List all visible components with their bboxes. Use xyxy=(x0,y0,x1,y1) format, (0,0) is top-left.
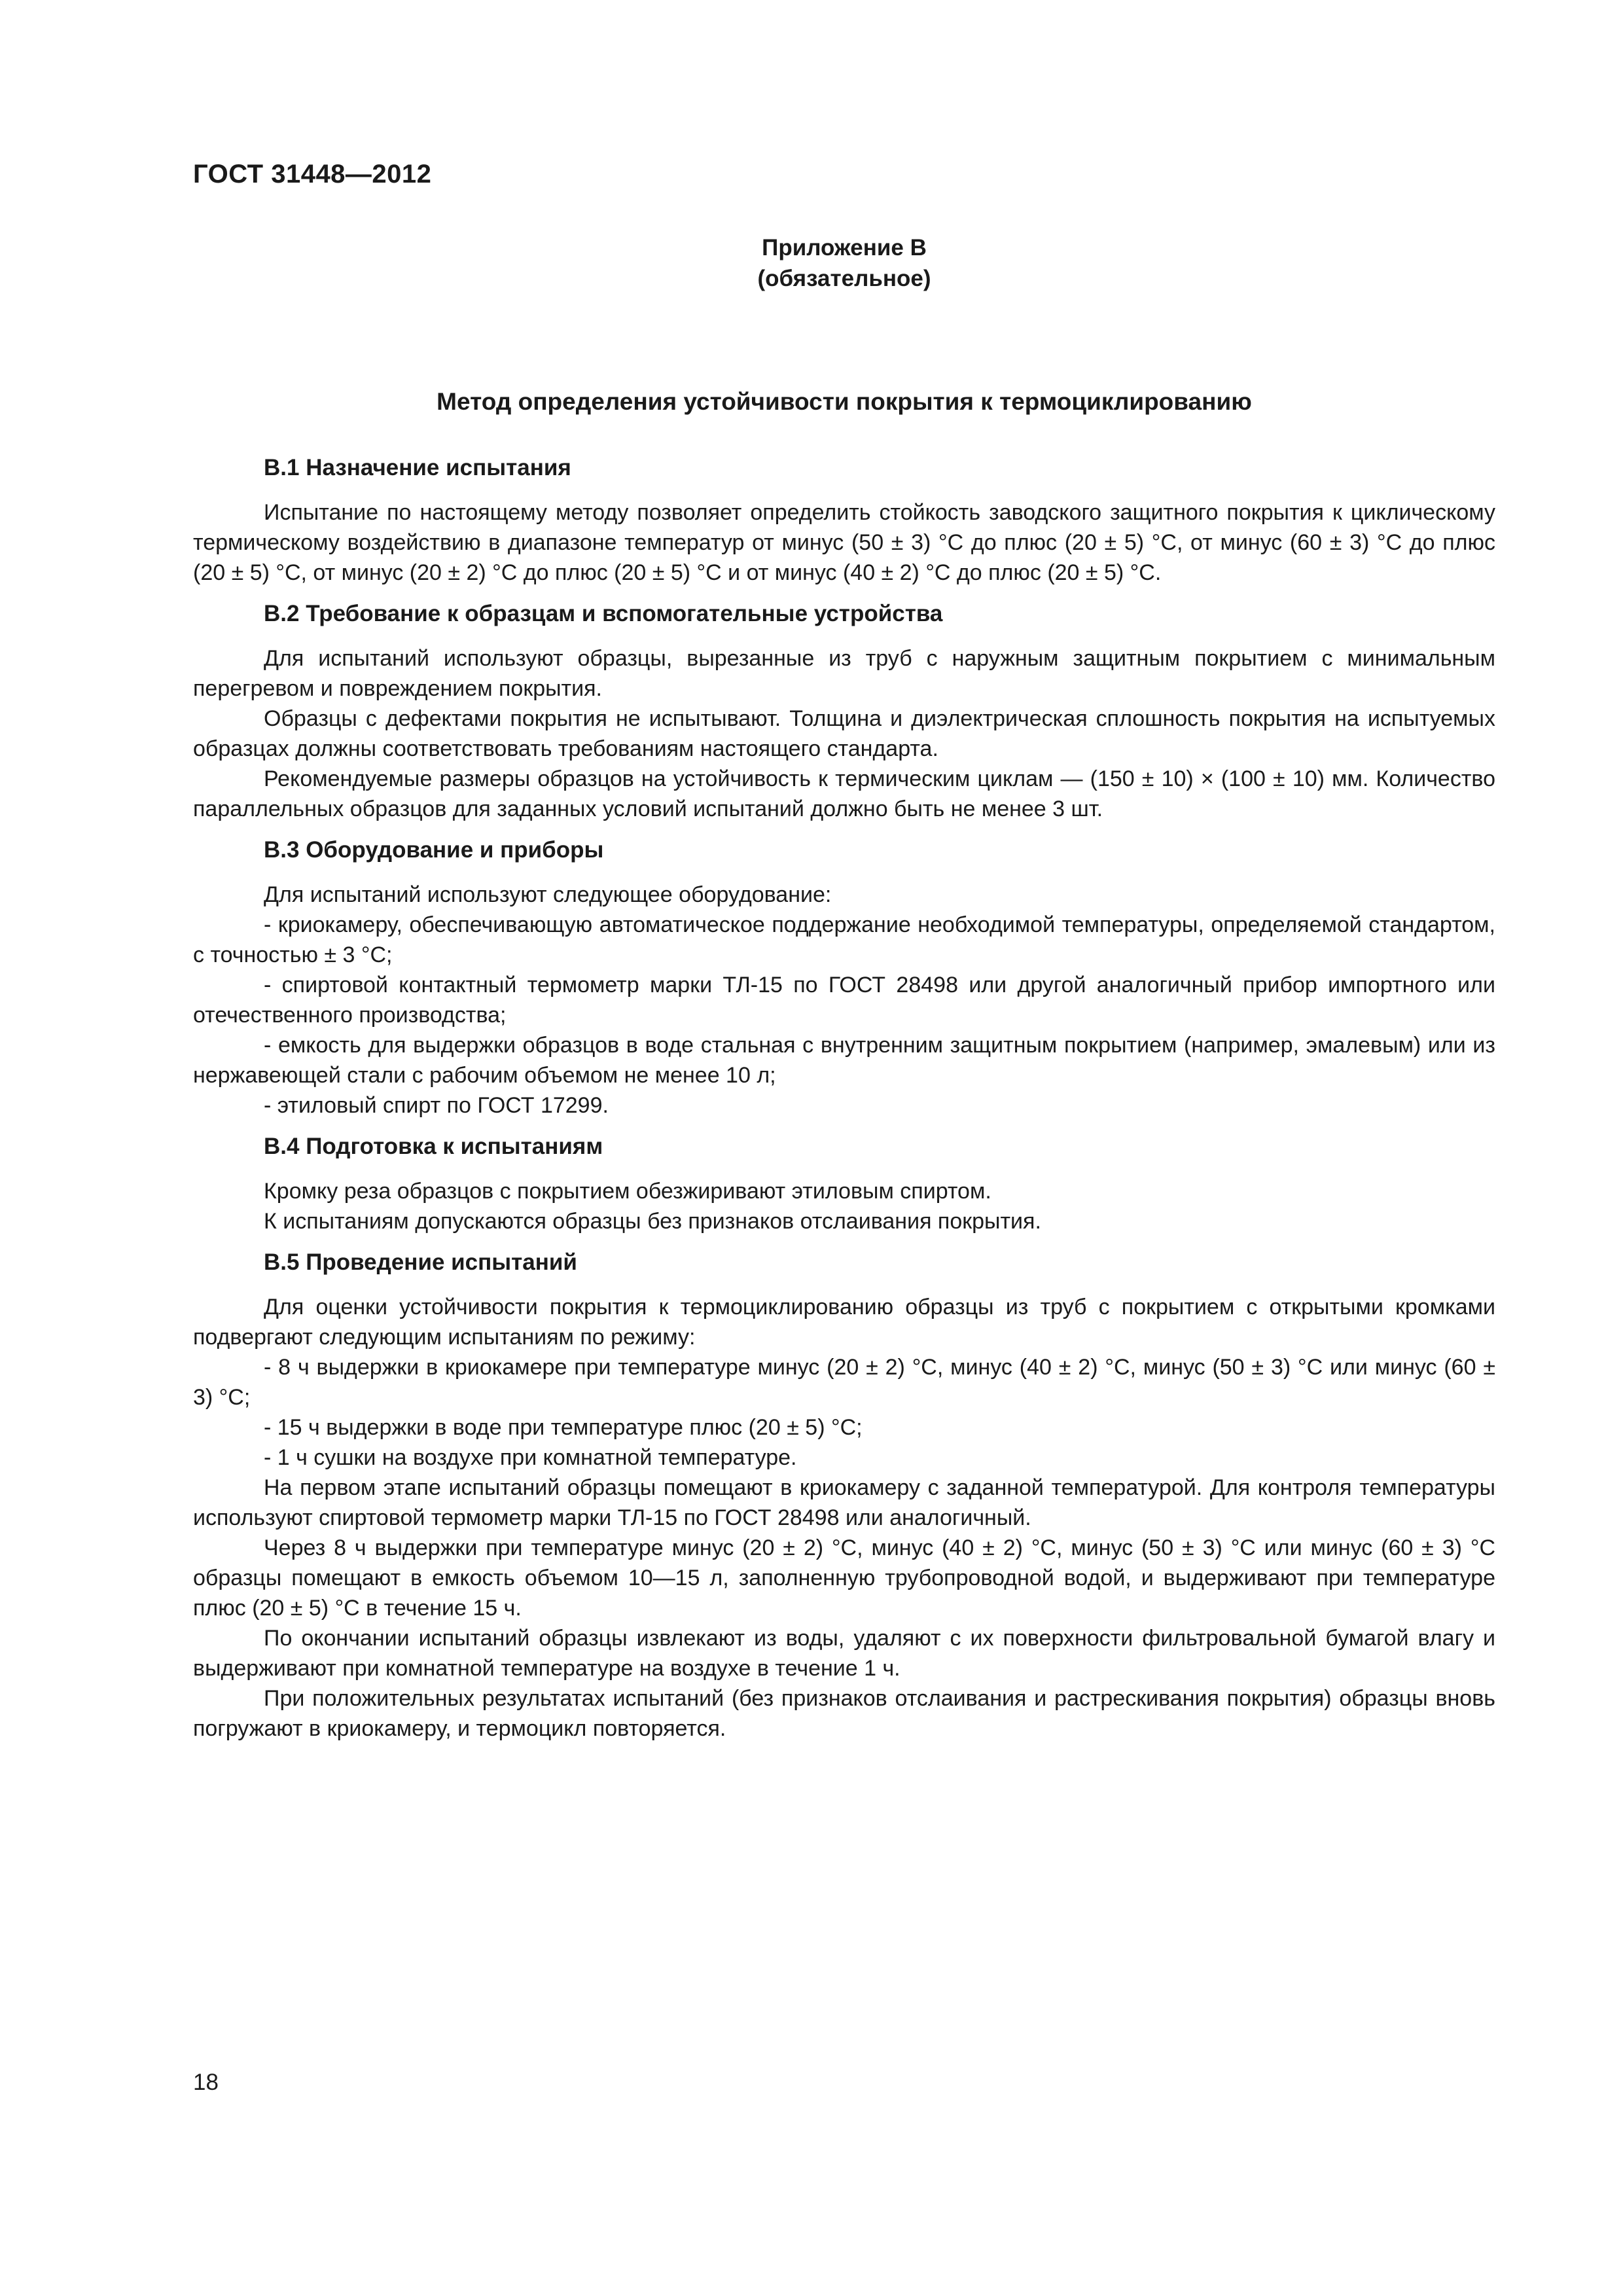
section-b1 xyxy=(193,453,1495,588)
appendix-title: Приложение В xyxy=(762,235,927,260)
appendix-heading xyxy=(0,232,1623,294)
list-item: - спиртовой контактный термометр марки ТЛ-15 по ГОСТ 28498 или другой аналогичный прибор импортного или отечественного производства; xyxy=(193,973,1495,1028)
paragraph: Для испытаний используют образцы, вырезанные из труб с наружным защитным покрытием с минимальным перегревом и повреждением покрытия. xyxy=(193,646,1495,701)
section-b5 xyxy=(193,1247,1495,1744)
list-item: - емкость для выдержки образцов в воде стальная с внутренним защитным покрытием (например, эмалевым) или из нержавеющей стали с рабочим объемом не менее 10 л; xyxy=(193,1033,1495,1088)
paragraph: По окончании испытаний образцы извлекают из воды, удаляют с их поверхности фильтровальной бумагой влагу и выдерживают при комнатной температуре на воздухе в течение 1 ч. xyxy=(193,1626,1495,1681)
list-item: - 15 ч выдержки в воде при температуре плюс (20 ± 5) °С; xyxy=(264,1415,863,1440)
list-item: - 1 ч сушки на воздухе при комнатной температуре. xyxy=(264,1445,797,1470)
paragraph: Для испытаний используют следующее оборудование: xyxy=(264,882,832,907)
list-item: - 8 ч выдержки в криокамере при температуре минус (20 ± 2) °С, минус (40 ± 2) °С, минус (50 ± 3) °С или минус (60 ± 3) °С; xyxy=(193,1355,1495,1410)
section-title: В.5 Проведение испытаний xyxy=(264,1249,577,1275)
list-item: - криокамеру, обеспечивающую автоматическое поддержание необходимой температуры, определяемой стандартом, с точностью ± 3 °С; xyxy=(193,912,1495,967)
section-b4 xyxy=(193,1132,1495,1236)
paragraph: Через 8 ч выдержки при температуре минус (20 ± 2) °С, минус (40 ± 2) °С, минус (50 ± 3) °С или минус (60 ± 3) °С образцы помещают в емкость объемом 10—15 л, заполненную трубопроводной водой, и выдерживают при температуре плюс (20 ± 5) °С в течение 15 ч. xyxy=(193,1535,1495,1621)
method-title: Метод определения устойчивости покрытия к термоциклированию xyxy=(437,388,1252,415)
section-title: В.1 Назначение испытания xyxy=(264,455,571,480)
section-title: В.2 Требование к образцам и вспомогательные устройства xyxy=(264,601,943,626)
document-body xyxy=(193,453,1495,1755)
paragraph: Рекомендуемые размеры образцов на устойчивость к термическим циклам — (150 ± 10) × (100 ± 10) мм. Количество параллельных образцов для заданных условий испытаний должно быть не менее 3 шт. xyxy=(193,766,1495,821)
paragraph: Кромку реза образцов с покрытием обезжиривают этиловым спиртом. xyxy=(264,1179,991,1204)
paragraph: Для оценки устойчивости покрытия к термоциклированию образцы из труб с покрытием с открытыми кромками подвергают следующим испытаниям по режиму: xyxy=(193,1295,1495,1350)
section-b3 xyxy=(193,835,1495,1121)
paragraph: Испытание по настоящему методу позволяет определить стойкость заводского защитного покрытия к циклическому термическому воздействию в диапазоне температур от минус (50 ± 3) °С до плюс (20 ± 5) °С, от минус (60 ± 3) °С до плюс (20 ± 5) °С, от минус (20 ± 2) °С до плюс (20 ± 5) °С и от минус (40 ± 2) °С до плюс (20 ± 5) °С. xyxy=(193,500,1495,585)
paragraph: На первом этапе испытаний образцы помещают в криокамеру с заданной температурой. Для контроля температуры используют спиртовой термометр марки ТЛ-15 по ГОСТ 28498 или аналогичный. xyxy=(193,1475,1495,1530)
section-title: В.4 Подготовка к испытаниям xyxy=(264,1134,603,1159)
paragraph: При положительных результатах испытаний (без признаков отслаивания и растрескивания покрытия) образцы вновь погружают в криокамеру, и термоцикл повторяется. xyxy=(193,1686,1495,1741)
section-title: В.3 Оборудование и приборы xyxy=(264,837,604,863)
paragraph: К испытаниям допускаются образцы без признаков отслаивания покрытия. xyxy=(264,1209,1041,1234)
section-b2 xyxy=(193,599,1495,824)
document-code: ГОСТ 31448—2012 xyxy=(193,160,432,188)
list-item: - этиловый спирт по ГОСТ 17299. xyxy=(264,1093,609,1118)
appendix-status: (обязательное) xyxy=(757,266,931,291)
paragraph: Образцы с дефектами покрытия не испытывают. Толщина и диэлектрическая сплошность покрытия на испытуемых образцах должны соответствовать требованиям настоящего стандарта. xyxy=(193,706,1495,761)
page-number: 18 xyxy=(193,2070,219,2095)
